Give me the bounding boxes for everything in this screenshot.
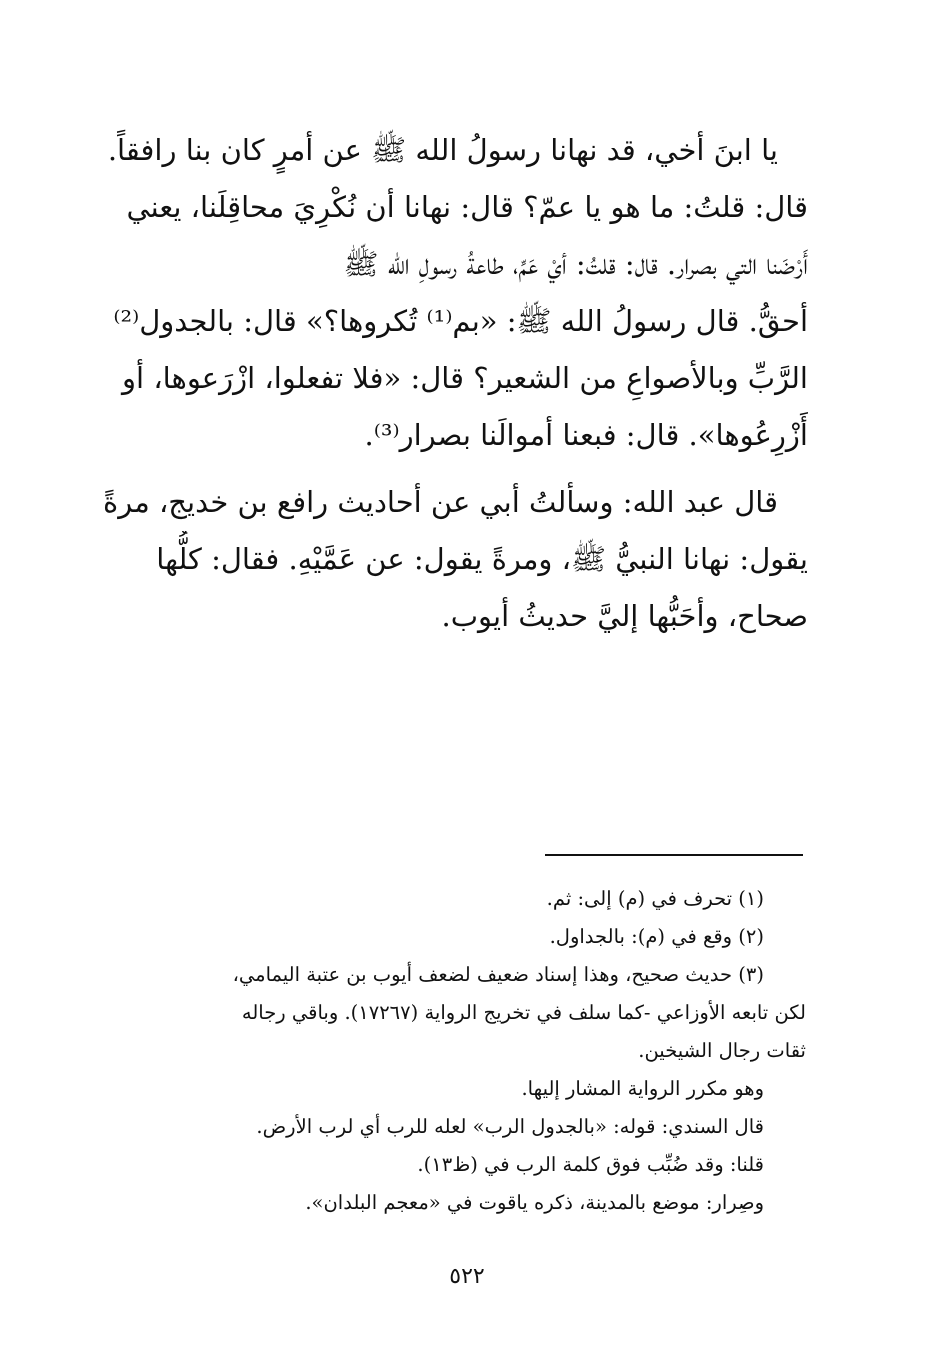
main-text-line: يقول: نهانا النبيُّ ﷺ، ومرةً يقول: عن عَمَّيْهِ. فقال: كلُّها (156, 542, 808, 576)
main-text-line: الرَّبِّ وبالأصواعِ من الشعير؟ قال: «فلا تفعلوا، ازْرَعوها، أو (122, 361, 808, 395)
footnote-line: وهو مكرر الرواية المشار إليها. (521, 1077, 764, 1100)
footnote-separator-rule (545, 854, 803, 856)
main-text-line: أَزْرِعُوها». قال: فبعنا أموالَنا بصرار⁽³⁾. (364, 418, 808, 452)
footnote-line: قلنا: وقد ضُبِّب فوق كلمة الرب في (ظ١٣). (417, 1153, 764, 1176)
footnote-line: ثقات رجال الشيخين. (638, 1039, 806, 1062)
footnote-line: قال السندي: قوله: «بالجدول الرب» لعله للرب أي لرب الأرض. (256, 1115, 764, 1138)
footnote-line: (١) تحرف في (م) إلى: ثم. (546, 887, 764, 910)
footnote-line: (٢) وقع في (م): بالجداول. (549, 925, 764, 948)
footnote-line: (٣) حديث صحيح، وهذا إسناد ضعيف لضعف أيوب بن عتبة اليمامي، (232, 963, 764, 986)
footnote-line: وصِرار: موضع بالمدينة، ذكره ياقوت في «معجم البلدان». (305, 1191, 764, 1214)
main-text-block (100, 122, 808, 645)
paragraph-gap (100, 464, 808, 474)
main-text-line: أحقُّ. قال رسولُ الله ﷺ: «بم⁽¹⁾ تُكروها؟» قال: بالجدول⁽²⁾ (113, 304, 808, 338)
footnotes-block (94, 880, 806, 1222)
main-text-line: صحاح، وأحَبُّها إليَّ حديثُ أيوب. (441, 599, 808, 633)
main-text-line: أَرْضَنا التي بصرار. قال: قلتُ: أيْ عَمِّ، طاعةُ رسولِ الله ﷺ (343, 247, 808, 281)
page-number: ٥٢٢ (449, 1264, 485, 1289)
main-text-line: قال: قلتُ: ما هو يا عمّ؟ قال: نهانا أن نُكْرِيَ محاقِلَنا، يعني (126, 190, 808, 224)
main-text-line: يا ابنَ أخي، قد نهانا رسولُ الله ﷺ عن أمرٍ كان بنا رافقاً. (107, 133, 778, 167)
footnote-line: لكن تابعه الأوزاعي -كما سلف في تخريج الرواية (١٧٢٦٧). وباقي رجاله (241, 1001, 806, 1024)
main-text-line: قال عبد الله: وسألتُ أبي عن أحاديث رافع بن خديج، مرةً (103, 485, 778, 519)
